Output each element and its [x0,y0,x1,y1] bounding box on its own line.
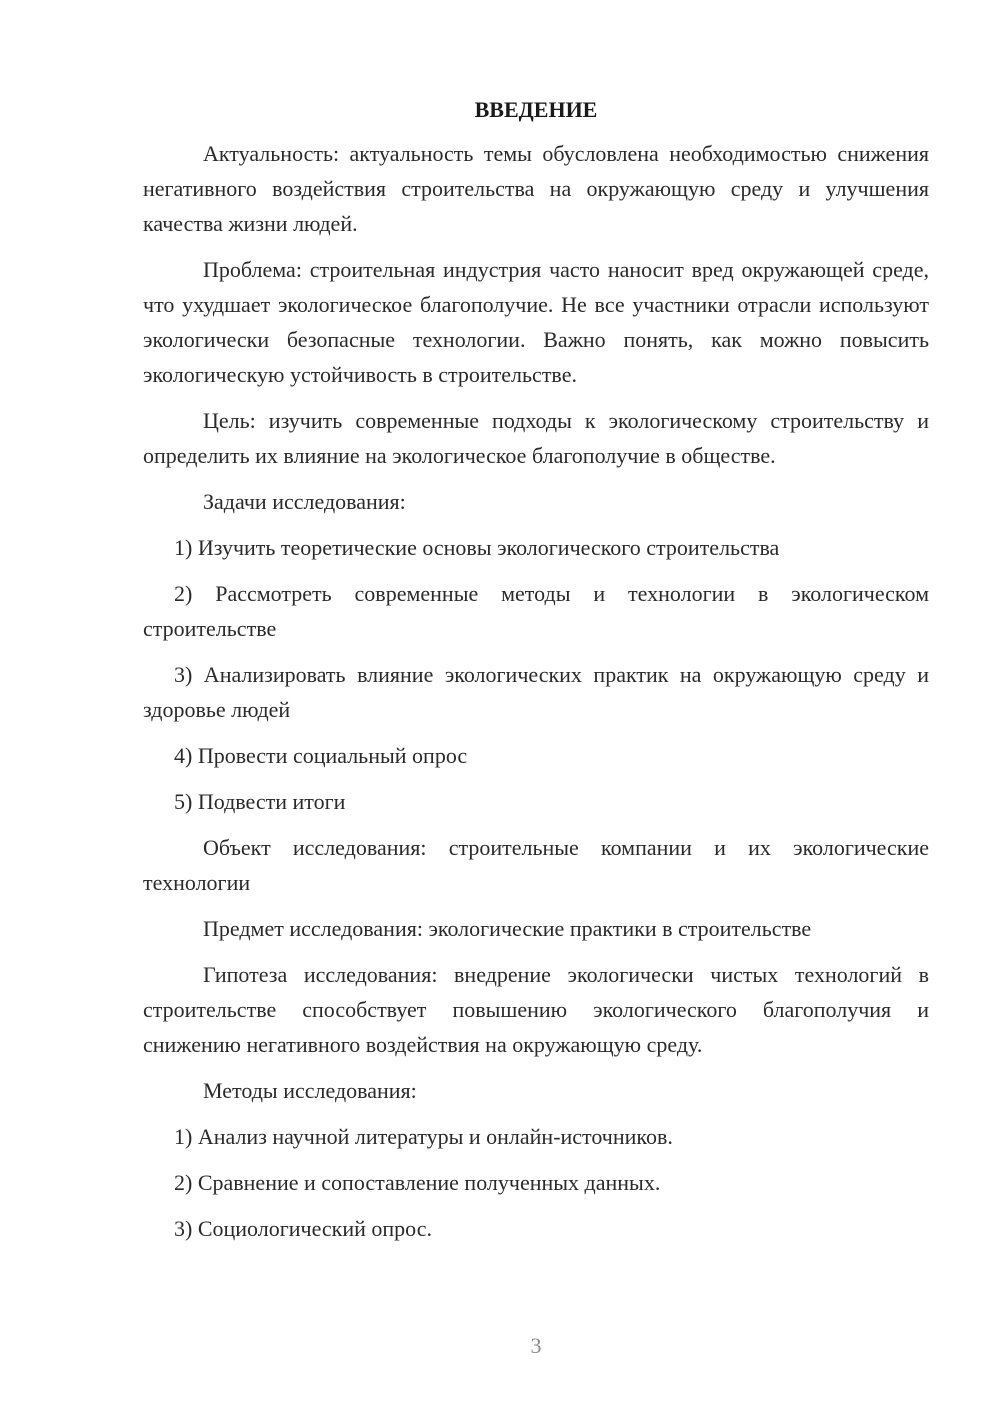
method-item: 1) Анализ научной литературы и онлайн-источников. [174,1124,673,1149]
paragraph-relevance: Актуальность: актуальность темы обусловлена необходимостью снижения негативного воздействия строительства на окружающую среду и улучшения качества жизни людей. [143,141,929,236]
task-item: 4) Провести социальный опрос [174,743,468,768]
paragraph-object: Объект исследования: строительные компании и их экологические технологии [143,835,929,895]
section-title: ВВЕДЕНИЕ [474,97,598,122]
paragraph-goal: Цель: изучить современные подходы к экологическому строительству и определить их влияние на экологическое благополучие в обществе. [143,408,929,468]
method-item: 3) Социологический опрос. [174,1216,432,1241]
page-number: 3 [530,1333,542,1358]
tasks-heading: Задачи исследования: [203,489,406,514]
task-item: 3) Анализировать влияние экологических практик на окружающую среду и здоровье людей [143,662,929,722]
page-content [143,92,929,1257]
method-item: 2) Сравнение и сопоставление полученных данных. [174,1170,661,1195]
paragraph-problem: Проблема: строительная индустрия часто наносит вред окружающей среде, что ухудшает экологическое благополучие. Не все участники отрасли используют экологически безопасные технологии. Важно понять, как можно повысить экологическую устойчивость в строительстве. [143,257,929,387]
paragraph-subject: Предмет исследования: экологические практики в строительстве [203,916,812,941]
task-item: 5) Подвести итоги [174,789,346,814]
methods-heading: Методы исследования: [203,1078,417,1103]
task-item: 2) Рассмотреть современные методы и технологии в экологическом строительстве [143,581,929,641]
paragraph-hypothesis: Гипотеза исследования: внедрение экологически чистых технологий в строительстве способствует повышению экологического благополучия и снижению негативного воздействия на окружающую среду. [143,962,929,1057]
task-item: 1) Изучить теоретические основы экологического строительства [174,535,780,560]
